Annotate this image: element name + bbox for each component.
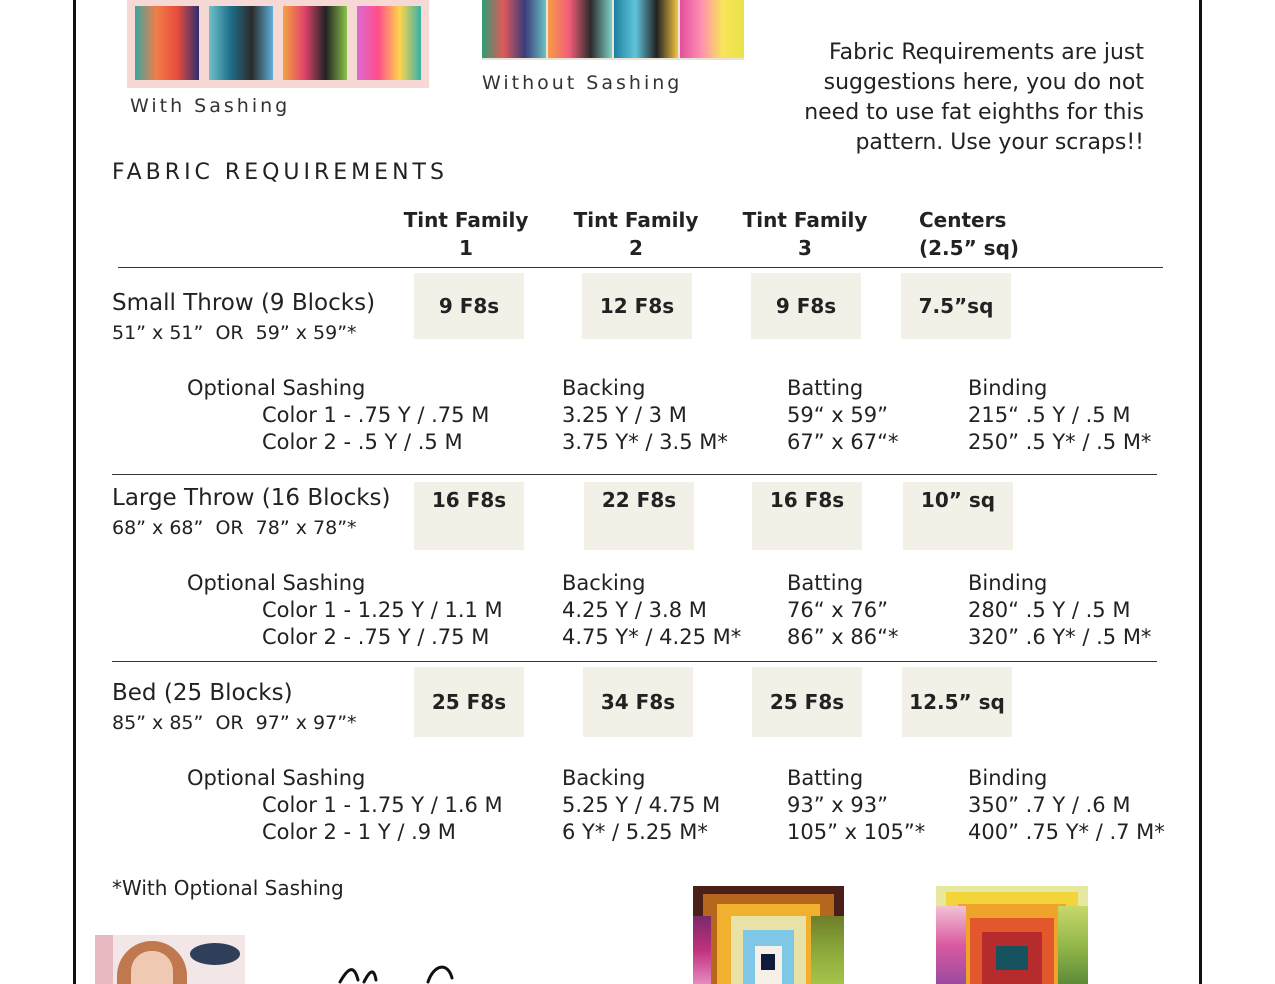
requirement-cell: 12 F8s	[582, 273, 692, 339]
binding: Binding 350” .7 Y / .6 M 400” .75 Y* / .7 M*	[968, 766, 1165, 844]
designer-photo	[95, 935, 245, 984]
quilt-block-image-1	[693, 886, 844, 984]
requirement-cell: 22 F8s	[584, 482, 694, 550]
backing: Backing 3.25 Y / 3 M 3.75 Y* / 3.5 M*	[562, 376, 728, 454]
quilt-block-image-2	[936, 886, 1088, 984]
without-sashing-caption: Without Sashing	[482, 72, 683, 94]
page-border-left	[73, 0, 76, 984]
requirement-cell: 12.5” sq	[902, 667, 1012, 737]
size-name: Small Throw (9 Blocks)	[112, 290, 376, 316]
requirement-cell: 16 F8s	[414, 482, 524, 550]
quilt-with-sashing-image	[127, 0, 429, 88]
fabric-note	[760, 38, 1144, 158]
section-rule	[112, 661, 1157, 662]
backing: Backing 4.25 Y / 3.8 M 4.75 Y* / 4.25 M*	[562, 571, 742, 649]
signature-mark	[330, 960, 470, 984]
note-line: pattern. Use your scraps!!	[855, 130, 1144, 155]
column-header-tint-1: Tint Family 1	[403, 208, 529, 260]
requirement-cell: 16 F8s	[752, 482, 862, 550]
section-title: FABRIC REQUIREMENTS	[112, 160, 448, 185]
requirement-cell: 9 F8s	[751, 273, 861, 339]
requirement-cell: 34 F8s	[583, 667, 693, 737]
binding: Binding 215“ .5 Y / .5 M 250” .5 Y* / .5 M*	[968, 376, 1152, 454]
binding: Binding 280“ .5 Y / .5 M 320” .6 Y* / .5 M*	[968, 571, 1152, 649]
optional-sashing: Optional Sashing Color 1 - .75 Y / .75 M Color 2 - .5 Y / .5 M	[187, 376, 490, 454]
footnote: *With Optional Sashing	[112, 876, 344, 900]
note-line: need to use fat eighths for this	[804, 100, 1144, 125]
requirement-cell: 7.5”sq	[901, 273, 1011, 339]
section-rule	[112, 474, 1157, 475]
quilt-without-sashing-image	[482, 0, 744, 60]
with-sashing-caption: With Sashing	[130, 95, 291, 117]
size-dimensions: 68” x 68” OR 78” x 78”*	[112, 517, 357, 539]
note-line: suggestions here, you do not	[823, 70, 1144, 95]
batting: Batting 93” x 93” 105” x 105”*	[787, 766, 926, 844]
size-dimensions: 85” x 85” OR 97” x 97”*	[112, 712, 357, 734]
requirement-cell: 25 F8s	[752, 667, 862, 737]
requirement-cell: 25 F8s	[414, 667, 524, 737]
header-rule	[118, 267, 1163, 268]
batting: Batting 59“ x 59” 67” x 67“*	[787, 376, 899, 454]
requirement-cell: 10” sq	[903, 482, 1013, 550]
optional-sashing: Optional Sashing Color 1 - 1.75 Y / 1.6 M Color 2 - 1 Y / .9 M	[187, 766, 503, 844]
batting: Batting 76“ x 76” 86” x 86“*	[787, 571, 899, 649]
backing: Backing 5.25 Y / 4.75 M 6 Y* / 5.25 M*	[562, 766, 721, 844]
page-border-right	[1199, 0, 1202, 984]
optional-sashing: Optional Sashing Color 1 - 1.25 Y / 1.1 M Color 2 - .75 Y / .75 M	[187, 571, 503, 649]
column-header-centers: Centers (2.5” sq)	[919, 208, 1020, 260]
column-header-tint-3: Tint Family 3	[742, 208, 868, 260]
size-name: Bed (25 Blocks)	[112, 680, 293, 706]
note-line: Fabric Requirements are just	[829, 40, 1144, 65]
size-dimensions: 51” x 51” OR 59” x 59”*	[112, 322, 357, 344]
column-header-tint-2: Tint Family 2	[573, 208, 699, 260]
size-name: Large Throw (16 Blocks)	[112, 485, 391, 511]
requirement-cell: 9 F8s	[414, 273, 524, 339]
